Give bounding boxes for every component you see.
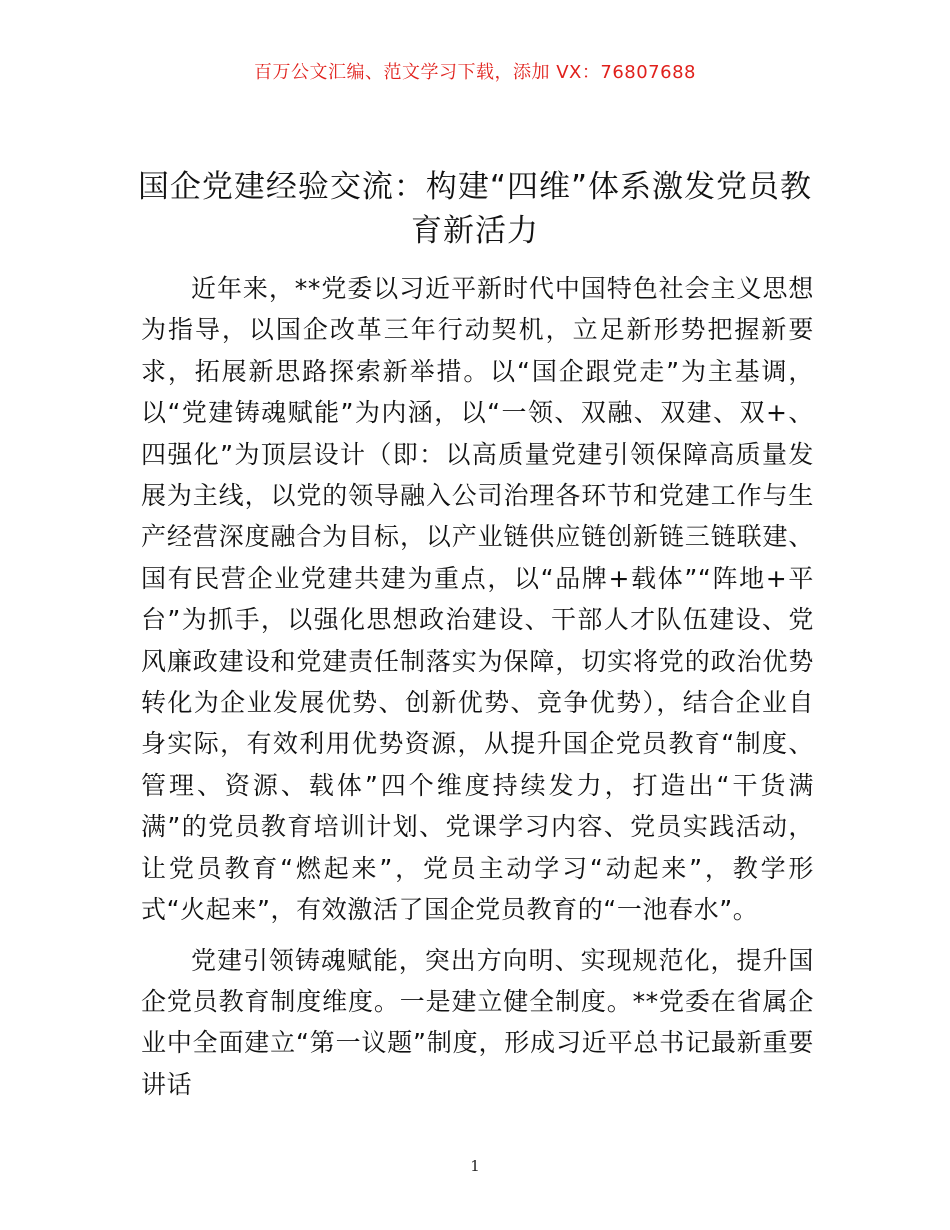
paragraph-second: 党建引领铸魂赋能，突出方向明、实现规范化，提升国企党员教育制度维度。一是建立健全制度。**党委在省属企业中全面建立“第一议题”制度，形成习近平总书记最新重要讲话 (141, 945, 814, 1099)
document-body (141, 268, 814, 1105)
paragraph-intro: 近年来，**党委以习近平新时代中国特色社会主义思想为指导，以国企改革三年行动契机，立足新形势把握新要求，拓展新思路探索新举措。以“国企跟党走”为主基调，以“党建铸魂赋能”为内涵，以“一领、双融、双建、双+、四强化”为顶层设计（即：以高质量党建引领保障高质量发展为主线，以党的领导融入公司治理各环节和党建工作与生产经营深度融合为目标，以产业链供应链创新链三链联建、国有民营企业党建共建为重点，以“品牌+载体”“阵地+平台”为抓手，以强化思想政治建设、干部人才队伍建设、党风廉政建设和党建责任制落实为保障，切实将党的政治优势转化为企业发展优势、创新优势、竞争优势），结合企业自身实际，有效利用优势资源，从提升国企党员教育“制度、管理、资源、载体”四个维度持续发力，打造出“干货满满”的党员教育培训计划、党课学习内容、党员实践活动，让党员教育“燃起来”，党员主动学习“动起来”，教学形式“火起来”，有效激活了国企党员教育的“一池春水”。 (141, 274, 814, 925)
header-watermark-note: 百万公文汇编、范文学习下载，添加 VX：76807688 (254, 62, 696, 83)
document-title: 国企党建经验交流：构建“四维”体系激发党员教育新活力 (137, 169, 813, 249)
page-number: 1 (470, 1157, 480, 1175)
